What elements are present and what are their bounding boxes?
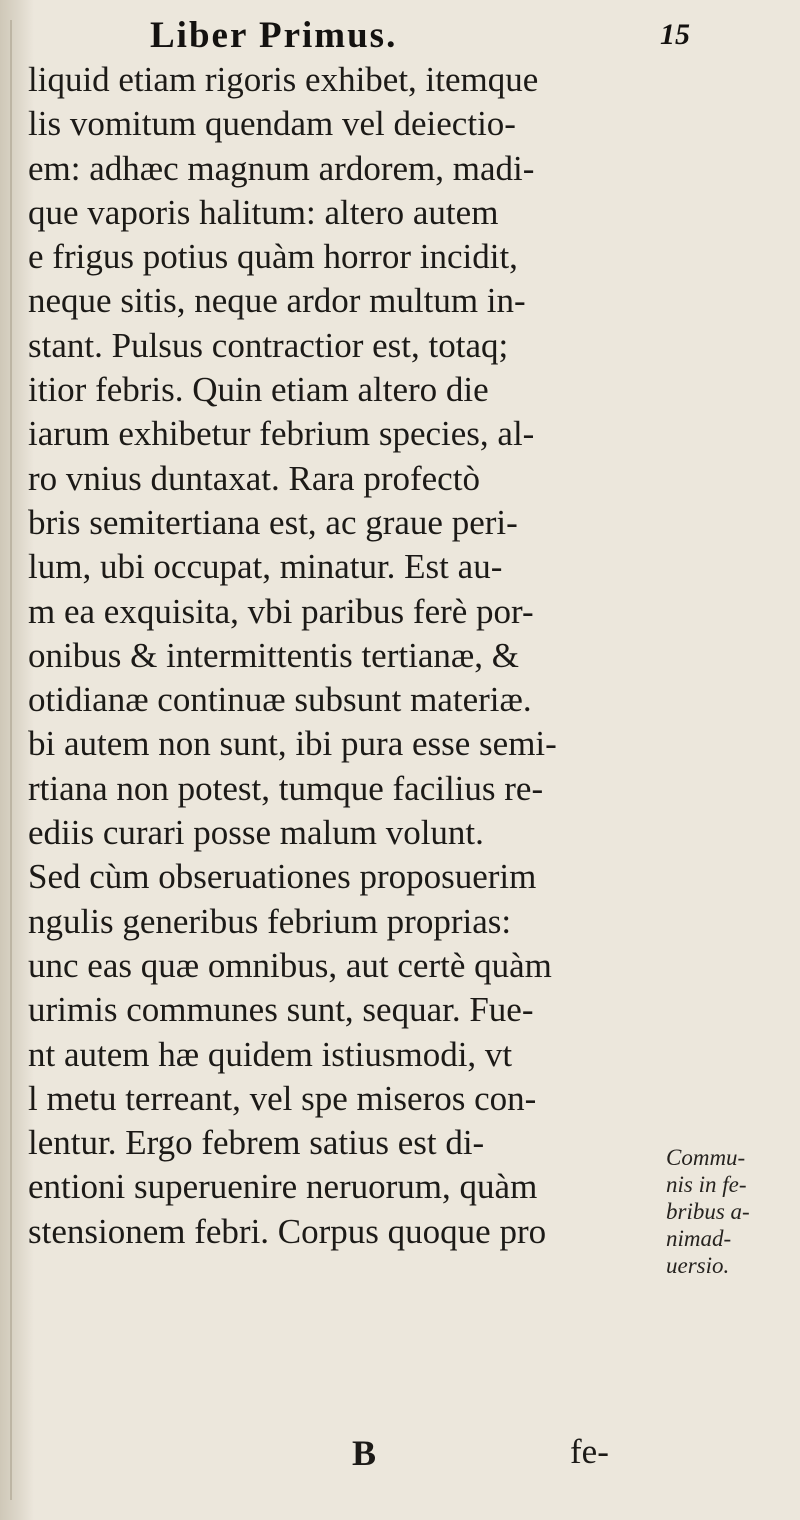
- text-line: urimis communes sunt, sequar. Fue-: [28, 990, 534, 1030]
- text-line: l metu terreant, vel spe miseros con-: [28, 1078, 537, 1118]
- catchword: fe-: [570, 1432, 609, 1471]
- text-line: itior febris. Quin etiam altero die: [28, 370, 489, 410]
- text-line: liquid etiam rigoris exhibet, itemque: [28, 60, 539, 99]
- running-head: Liber Primus.: [150, 15, 398, 56]
- text-line: stant. Pulsus contractior est, totaq;: [28, 325, 509, 365]
- text-line: lentur. Ergo febrem satius est di-: [28, 1123, 485, 1163]
- text-line: neque sitis, neque ardor multum in-: [28, 281, 526, 321]
- page-footer: [130, 1432, 630, 1482]
- text-line: ngulis generibus febrium proprias:: [28, 901, 512, 941]
- text-line: ro vnius duntaxat. Rara profectò: [28, 458, 480, 498]
- text-line: rtiana non potest, tumque facilius re-: [28, 768, 544, 808]
- marginal-note-line: nimad-: [666, 1226, 732, 1251]
- marginal-note-line: uersio.: [666, 1253, 730, 1278]
- text-line: unc eas quæ omnibus, aut certè quàm: [28, 945, 552, 985]
- text-line: onibus & intermittentis tertianæ, &: [28, 635, 519, 675]
- text-line: ediis curari posse malum volunt.: [28, 813, 484, 853]
- text-line: Sed cùm obseruationes proposuerim: [28, 857, 537, 897]
- text-line: stensionem febri. Corpus quoque pro: [28, 1211, 547, 1251]
- page-header: [150, 14, 690, 58]
- text-line: entioni superuenire neruorum, quàm: [28, 1167, 538, 1207]
- page-number: 15: [660, 18, 690, 51]
- text-line: m ea exquisita, vbi paribus ferè por-: [28, 591, 534, 631]
- text-line: lum, ubi occupat, minatur. Est au-: [28, 547, 503, 587]
- text-line: lis vomitum quendam vel deiectio-: [28, 104, 516, 144]
- text-line: iarum exhibetur febrium species, al-: [28, 414, 535, 454]
- marginal-note-line: Commu-: [666, 1145, 746, 1170]
- marginal-note: [666, 1144, 796, 1279]
- signature-mark: B: [352, 1433, 377, 1473]
- text-line: que vaporis halitum: altero autem: [28, 192, 499, 232]
- marginal-note-line: bribus a-: [666, 1199, 750, 1224]
- text-line: bris semitertiana est, ac graue peri-: [28, 502, 518, 542]
- text-line: otidianæ continuæ subsunt materiæ.: [28, 680, 532, 720]
- binding-edge: [10, 20, 12, 1500]
- text-line: e frigus potius quàm horror incidit,: [28, 237, 518, 277]
- body-text: [28, 58, 663, 1254]
- marginal-note-line: nis in fe-: [666, 1172, 747, 1197]
- text-line: em: adhæc magnum ardorem, madi-: [28, 148, 535, 188]
- text-line: nt autem hæ quidem istiusmodi, vt: [28, 1034, 513, 1074]
- text-line: bi autem non sunt, ibi pura esse semi-: [28, 724, 557, 764]
